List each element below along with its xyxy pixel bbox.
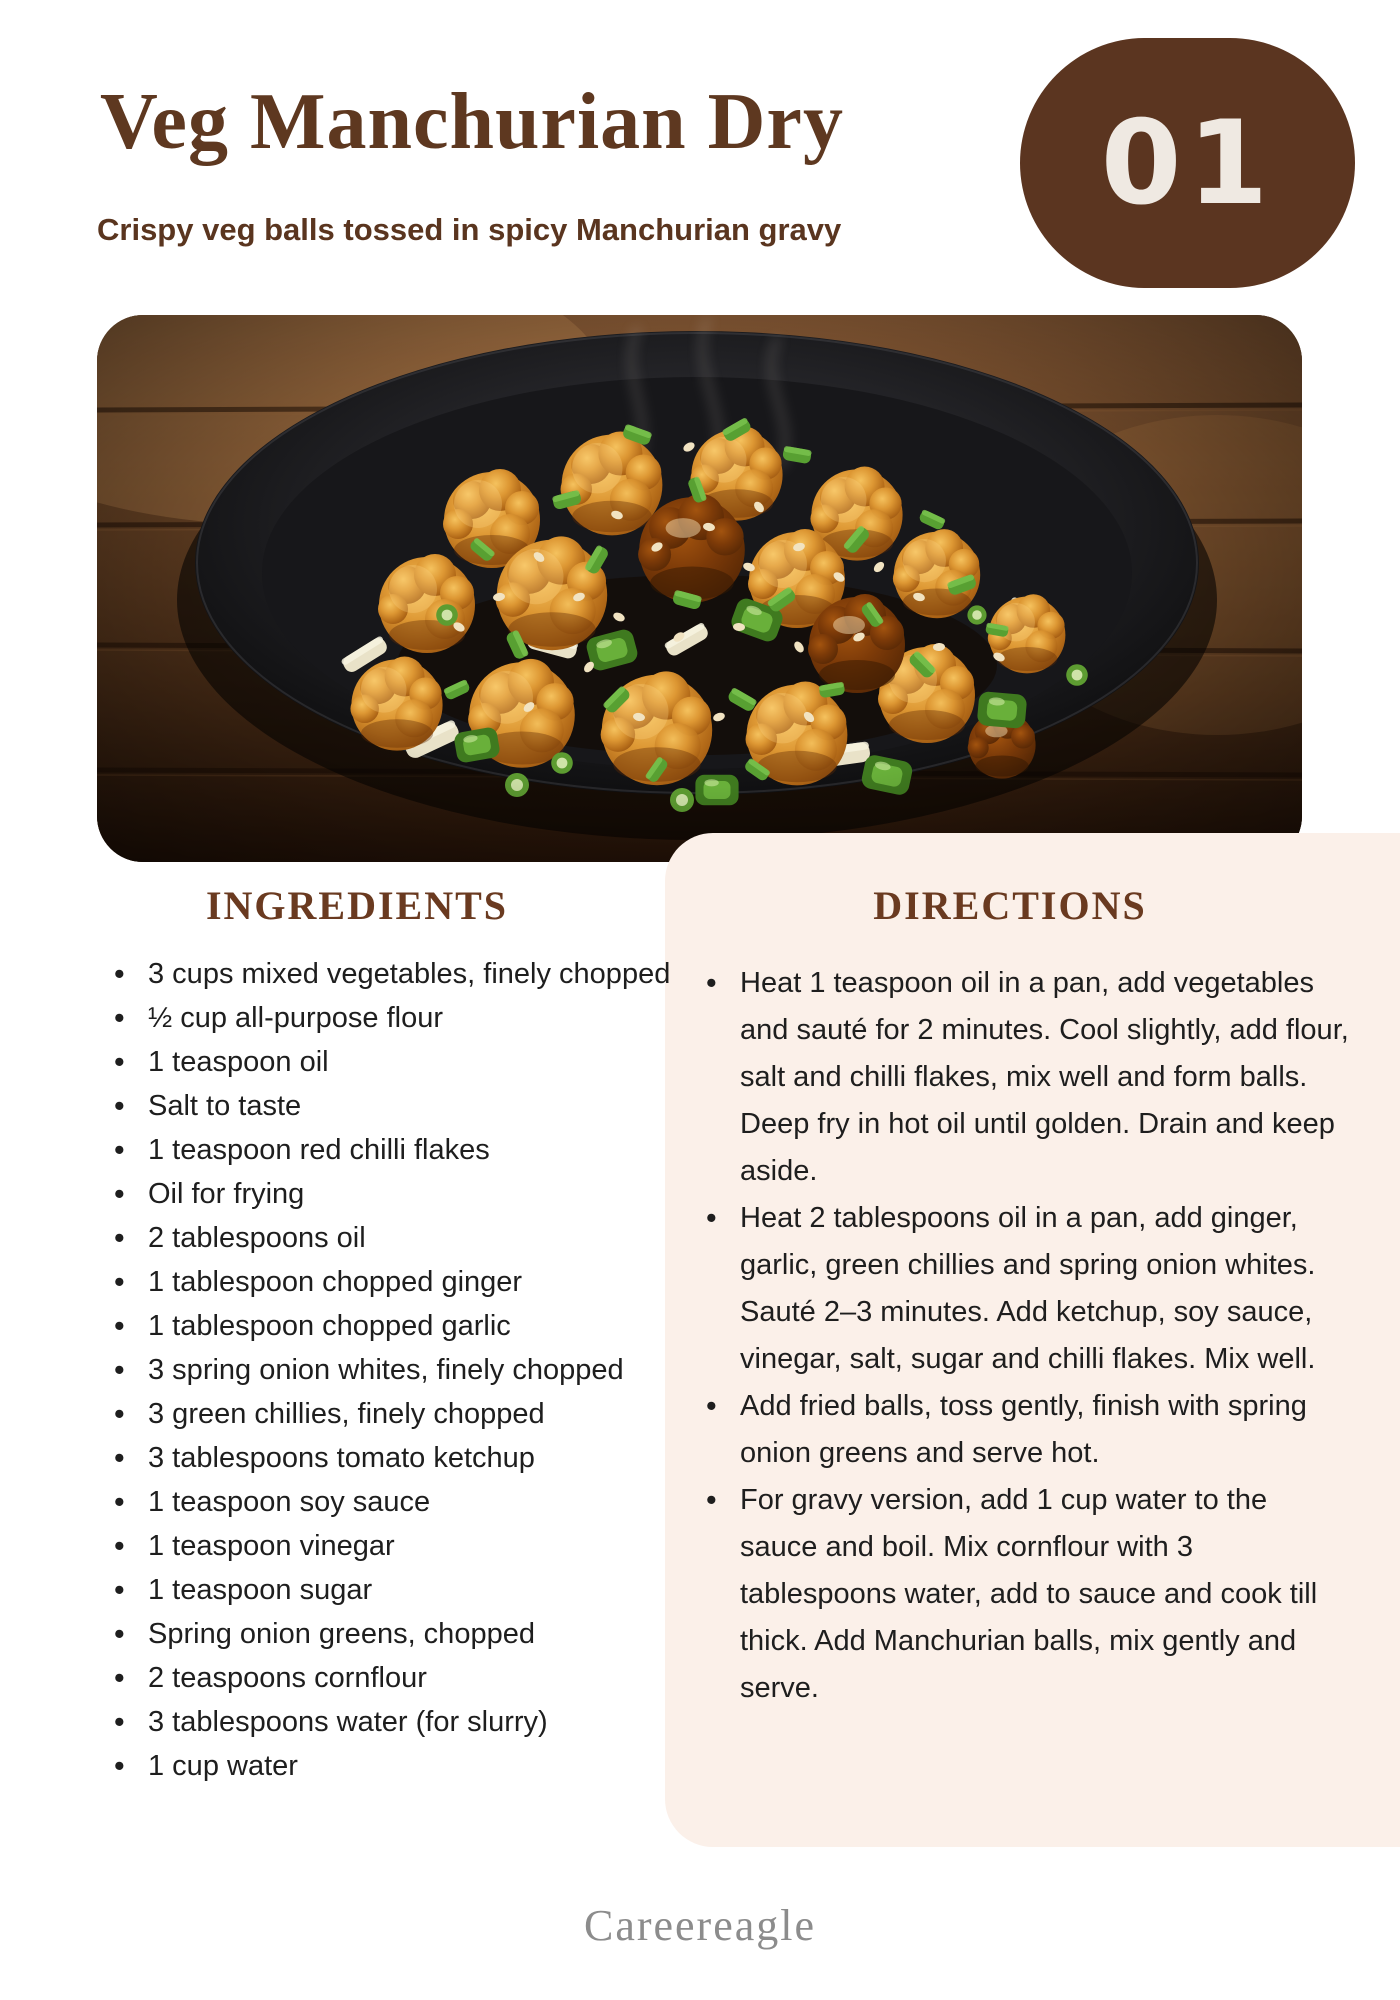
ingredient-item: • 1 teaspoon red chilli flakes	[148, 1128, 678, 1172]
directions-list	[692, 960, 1352, 1712]
ingredient-item: • 1 teaspoon soy sauce	[148, 1480, 678, 1524]
ingredient-item: • 3 green chillies, finely chopped	[148, 1392, 678, 1436]
recipe-photo	[97, 315, 1302, 862]
ingredient-item: • 2 tablespoons oil	[148, 1216, 678, 1260]
ingredient-item: • 2 teaspoons cornflour	[148, 1656, 678, 1700]
page-number: 01	[1100, 95, 1275, 231]
ingredients-heading: INGREDIENTS	[205, 883, 509, 928]
footer-brand: Careereagle	[583, 1901, 817, 1950]
ingredient-item: • Spring onion greens, chopped	[148, 1612, 678, 1656]
ingredient-item: • 3 spring onion whites, finely chopped	[148, 1348, 678, 1392]
ingredient-item: • 1 teaspoon oil	[148, 1040, 678, 1084]
direction-step: • For gravy version, add 1 cup water to the sauce and boil. Mix cornflour with 3 tablespoons water, add to sauce and cook till thick. Add Manchurian balls, mix gently and serve.	[740, 1477, 1352, 1712]
ingredients-list	[103, 952, 678, 1788]
ingredient-item: • 1 teaspoon vinegar	[148, 1524, 678, 1568]
page-title: Veg Manchurian Dry	[100, 78, 844, 166]
ingredient-item: • 1 tablespoon chopped garlic	[148, 1304, 678, 1348]
page-number-badge	[1020, 38, 1355, 288]
ingredient-item: • Salt to taste	[148, 1084, 678, 1128]
ingredient-item: • 1 teaspoon sugar	[148, 1568, 678, 1612]
ingredient-item: • 1 tablespoon chopped ginger	[148, 1260, 678, 1304]
ingredient-item: • 3 tablespoons water (for slurry)	[148, 1700, 678, 1744]
direction-step: • Add fried balls, toss gently, finish with spring onion greens and serve hot.	[740, 1383, 1352, 1477]
ingredient-item: • 3 tablespoons tomato ketchup	[148, 1436, 678, 1480]
direction-step: • Heat 1 teaspoon oil in a pan, add vegetables and sauté for 2 minutes. Cool slightly, add flour, salt and chilli flakes, mix well and form balls. Deep fry in hot oil until golden. Drain and keep aside.	[740, 960, 1352, 1195]
ingredient-item: • Oil for frying	[148, 1172, 678, 1216]
ingredient-item: • 1 cup water	[148, 1744, 678, 1788]
ingredient-item: • ½ cup all-purpose flour	[148, 996, 678, 1040]
direction-step: • Heat 2 tablespoons oil in a pan, add ginger, garlic, green chillies and spring onion whites. Sauté 2–3 minutes. Add ketchup, soy sauce, vinegar, salt, sugar and chilli flakes. Mix well.	[740, 1195, 1352, 1383]
page-subtitle: Crispy veg balls tossed in spicy Manchurian gravy	[97, 212, 842, 247]
ingredient-item: • 3 cups mixed vegetables, finely chopped	[148, 952, 678, 996]
directions-heading: DIRECTIONS	[873, 883, 1147, 928]
